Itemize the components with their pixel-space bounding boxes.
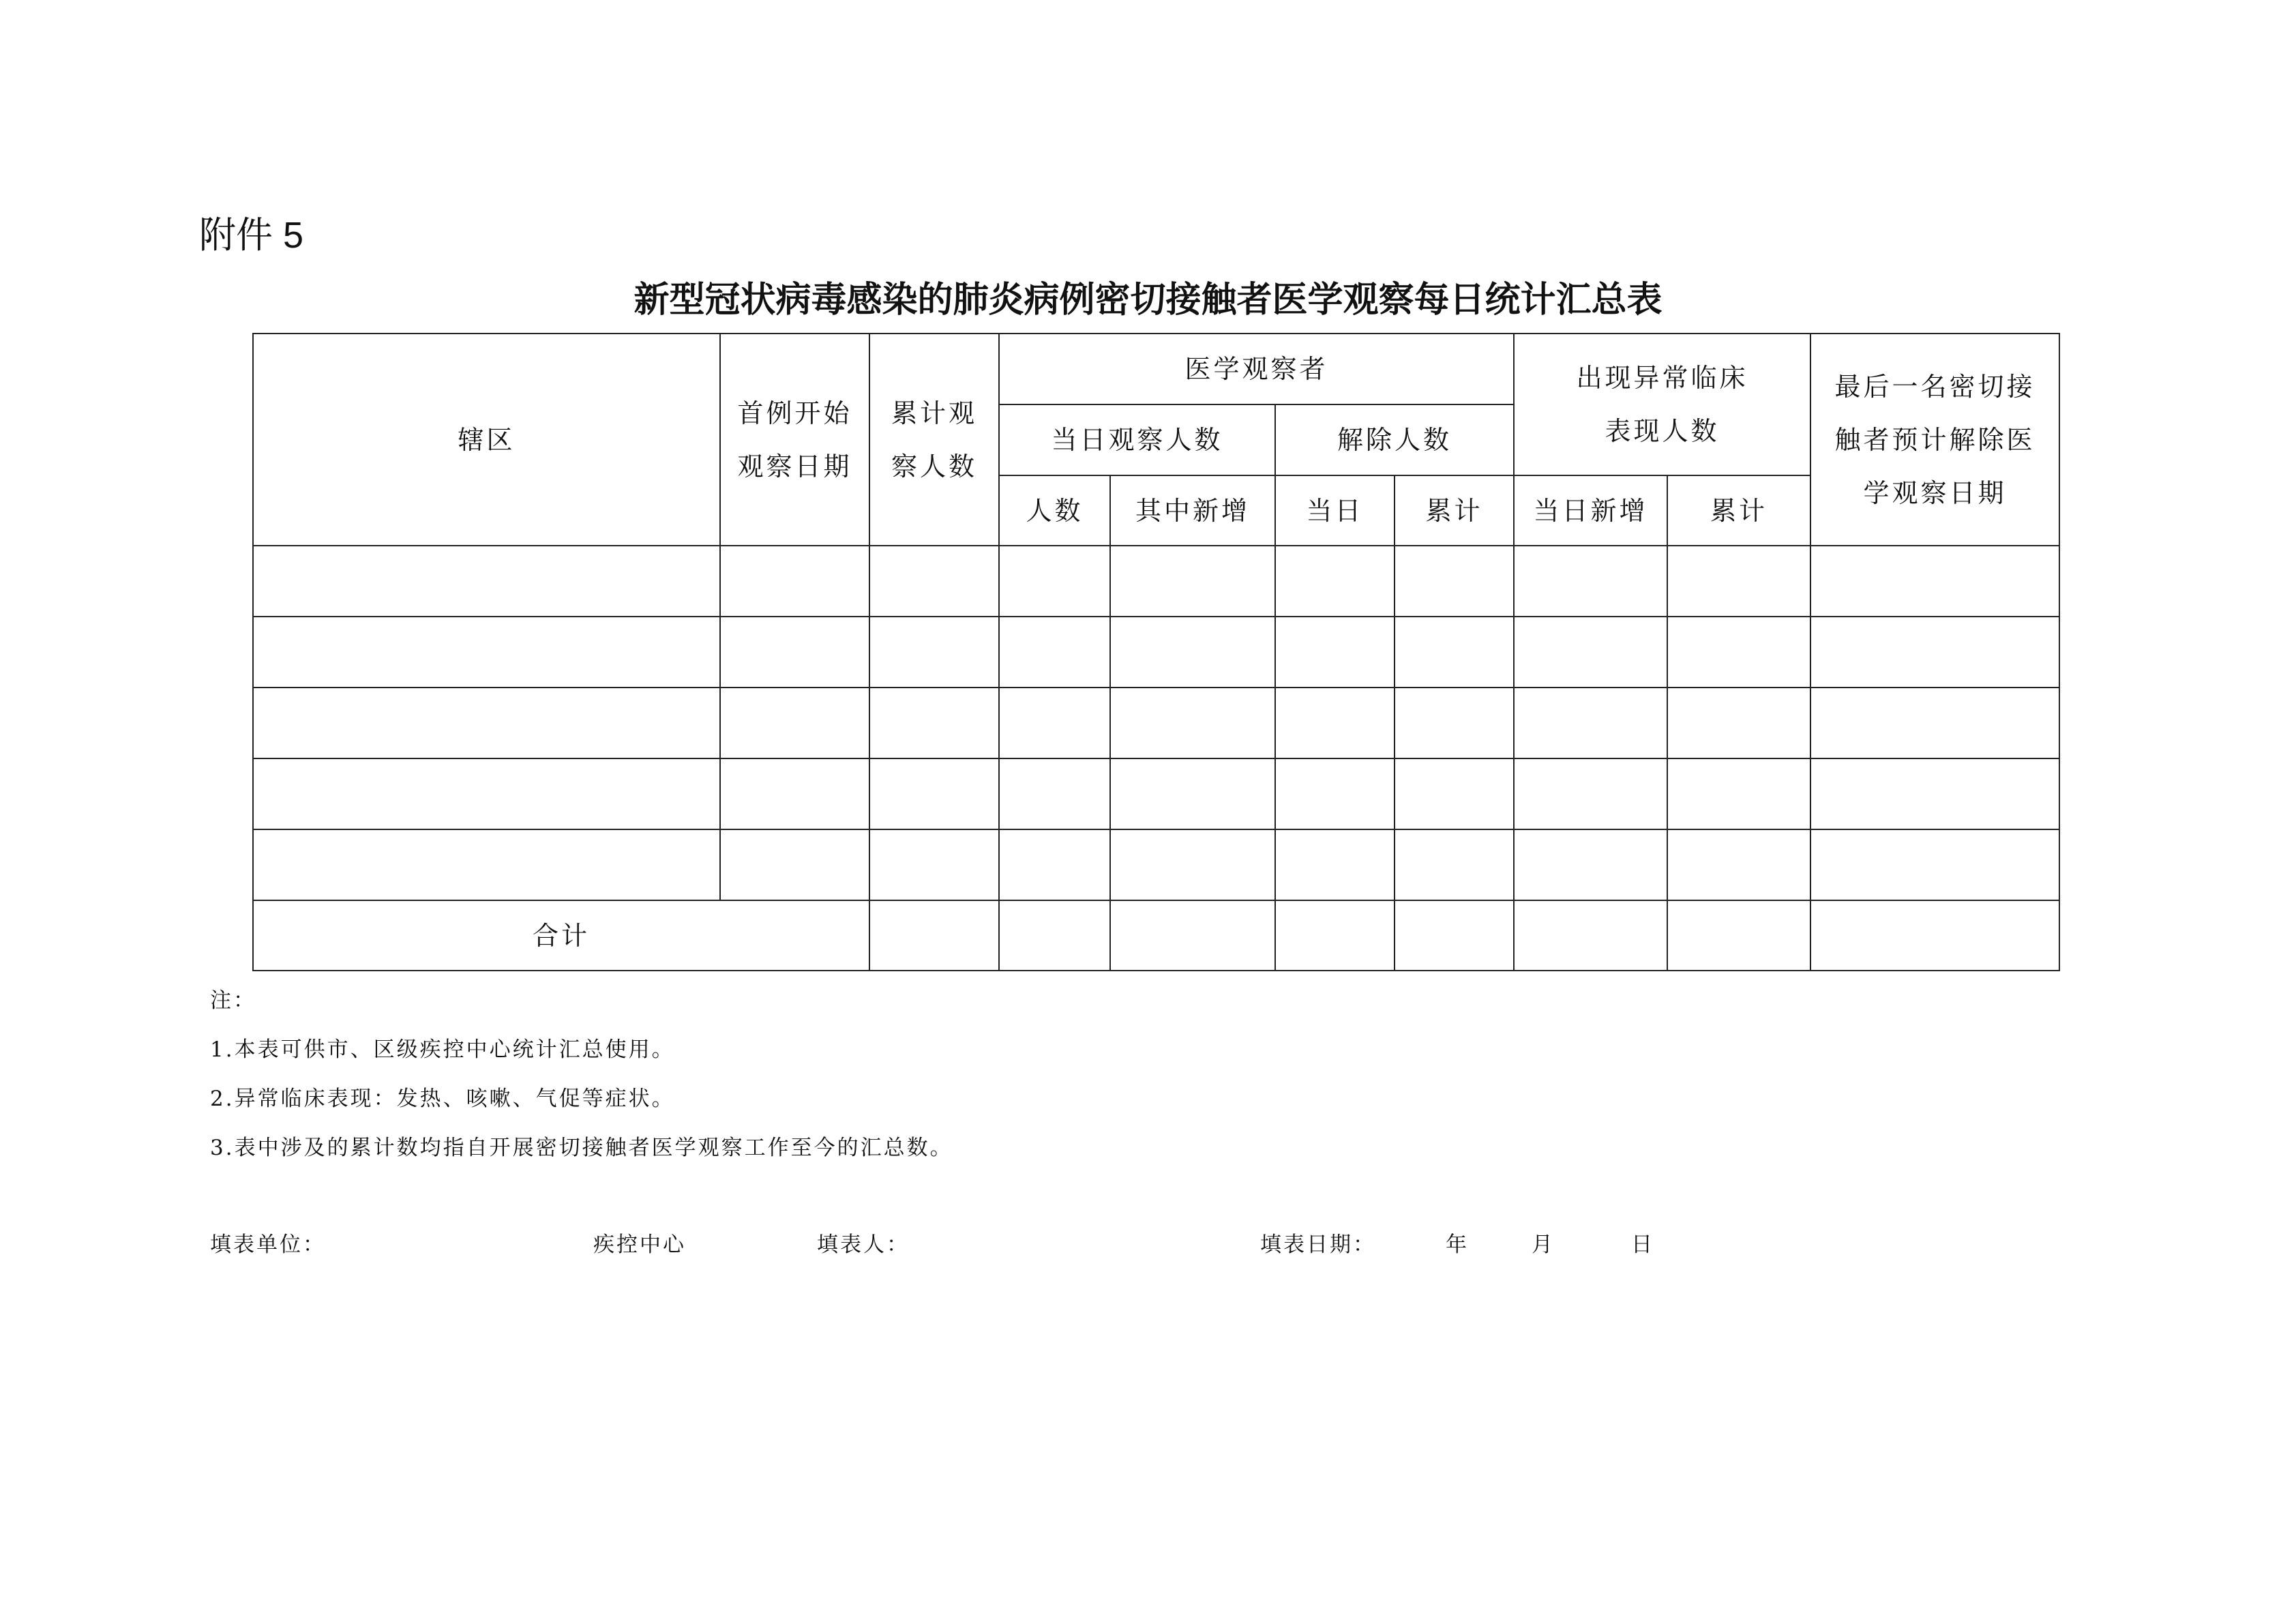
header-cumulative-line2: 察人数 (891, 451, 977, 482)
header-last-line3: 学观察日期 (1863, 477, 2007, 508)
notes-heading: 注： (210, 988, 256, 1013)
table-cell[interactable] (1667, 900, 1810, 971)
table-cell[interactable] (1110, 688, 1275, 758)
header-first-observation-date (720, 334, 869, 546)
header-last-line1: 最后一名密切接 (1834, 371, 2036, 402)
note-2: 2.异常临床表现：发热、咳嗽、气促等症状。 (210, 1087, 675, 1111)
table-cell[interactable] (1275, 546, 1395, 617)
table-cell[interactable] (720, 688, 869, 758)
note-1: 1.本表可供市、区级疾控中心统计汇总使用。 (210, 1037, 675, 1062)
table-cell[interactable] (1395, 758, 1514, 829)
header-district: 辖区 (253, 334, 720, 546)
subheader-new-among: 其中新增 (1110, 475, 1275, 546)
header-abnormal-line2: 表现人数 (1605, 416, 1720, 446)
table-cell[interactable] (1667, 546, 1810, 617)
footer-year: 年 (1446, 1232, 1469, 1257)
footer-unit-label: 填表单位： (210, 1232, 326, 1257)
table-cell[interactable] (999, 758, 1110, 829)
table-cell[interactable] (869, 688, 999, 758)
table-cell[interactable] (1810, 688, 2059, 758)
table-row (253, 758, 2059, 829)
subheader-cumulative-abnormal: 累计 (1667, 475, 1810, 546)
table-cell[interactable] (1275, 758, 1395, 829)
table-cell[interactable] (1395, 688, 1514, 758)
table-cell[interactable] (720, 617, 869, 688)
table-cell[interactable] (1514, 900, 1667, 971)
table-cell[interactable] (999, 829, 1110, 900)
table-row-total (253, 900, 2059, 971)
table-cell[interactable] (1514, 758, 1667, 829)
table-row (253, 617, 2059, 688)
total-label: 合计 (253, 900, 869, 971)
summary-table (252, 333, 2060, 971)
table-cell[interactable] (1275, 900, 1395, 971)
header-cumulative-observed (869, 334, 999, 546)
table-cell[interactable] (999, 688, 1110, 758)
table-cell[interactable] (1667, 758, 1810, 829)
table-cell[interactable] (1514, 829, 1667, 900)
header-today-observed: 当日观察人数 (999, 404, 1275, 475)
header-last-release-date (1810, 334, 2059, 546)
table-cell[interactable] (1110, 758, 1275, 829)
header-first-date-line1: 首例开始 (737, 398, 852, 428)
table-cell[interactable] (1810, 900, 2059, 971)
table-cell[interactable] (999, 617, 1110, 688)
footer-cdc: 疾控中心 (593, 1232, 686, 1257)
table-cell[interactable] (869, 546, 999, 617)
header-cumulative-line1: 累计观 (891, 398, 977, 428)
table-cell[interactable] (1667, 829, 1810, 900)
header-released: 解除人数 (1275, 404, 1514, 475)
table-cell[interactable] (1110, 900, 1275, 971)
header-abnormal-clinical (1514, 334, 1810, 475)
subheader-count: 人数 (999, 475, 1110, 546)
table-cell[interactable] (1667, 617, 1810, 688)
table-cell[interactable] (869, 758, 999, 829)
table-cell[interactable] (1395, 546, 1514, 617)
table-cell[interactable] (1275, 617, 1395, 688)
table-cell[interactable] (720, 546, 869, 617)
header-first-date-line2: 观察日期 (737, 451, 852, 482)
table-cell[interactable] (1810, 829, 2059, 900)
table-cell[interactable] (869, 829, 999, 900)
footer-filler-label: 填表人： (817, 1232, 910, 1257)
table-cell[interactable] (1275, 829, 1395, 900)
table-cell[interactable] (253, 829, 720, 900)
table-cell[interactable] (999, 900, 1110, 971)
table-cell[interactable] (1110, 546, 1275, 617)
subheader-today-new: 当日新增 (1514, 475, 1667, 546)
subheader-today: 当日 (1275, 475, 1395, 546)
note-3: 3.表中涉及的累计数均指自开展密切接触者医学观察工作至今的汇总数。 (210, 1136, 953, 1160)
table-cell[interactable] (1275, 688, 1395, 758)
table-cell[interactable] (1810, 546, 2059, 617)
subheader-cumulative: 累计 (1395, 475, 1514, 546)
table-cell[interactable] (1810, 617, 2059, 688)
page-title: 新型冠状病毒感染的肺炎病例密切接触者医学观察每日统计汇总表 (633, 279, 1663, 321)
footer-date-label: 填表日期： (1260, 1232, 1376, 1257)
table-cell[interactable] (1395, 900, 1514, 971)
footer-month: 月 (1532, 1232, 1555, 1257)
table-cell[interactable] (253, 688, 720, 758)
table-cell[interactable] (1667, 688, 1810, 758)
header-medical-observation: 医学观察者 (999, 334, 1514, 404)
table-cell[interactable] (1110, 829, 1275, 900)
table-cell[interactable] (720, 758, 869, 829)
table-cell[interactable] (253, 546, 720, 617)
table-cell[interactable] (253, 758, 720, 829)
header-abnormal-line1: 出现异常临床 (1576, 363, 1748, 393)
table-cell[interactable] (1514, 546, 1667, 617)
table-cell[interactable] (999, 546, 1110, 617)
table-cell[interactable] (1395, 829, 1514, 900)
table-cell[interactable] (1514, 688, 1667, 758)
table-cell[interactable] (720, 829, 869, 900)
table-cell[interactable] (1395, 617, 1514, 688)
table-cell[interactable] (869, 617, 999, 688)
table-cell[interactable] (253, 617, 720, 688)
table-row (253, 829, 2059, 900)
attachment-label: 附件 5 (199, 215, 304, 256)
table-cell[interactable] (1110, 617, 1275, 688)
table-cell[interactable] (1810, 758, 2059, 829)
table-row (253, 688, 2059, 758)
table-cell[interactable] (869, 900, 999, 971)
header-last-line2: 触者预计解除医 (1834, 424, 2036, 455)
footer-day: 日 (1631, 1232, 1654, 1257)
table-row (253, 546, 2059, 617)
table-cell[interactable] (1514, 617, 1667, 688)
